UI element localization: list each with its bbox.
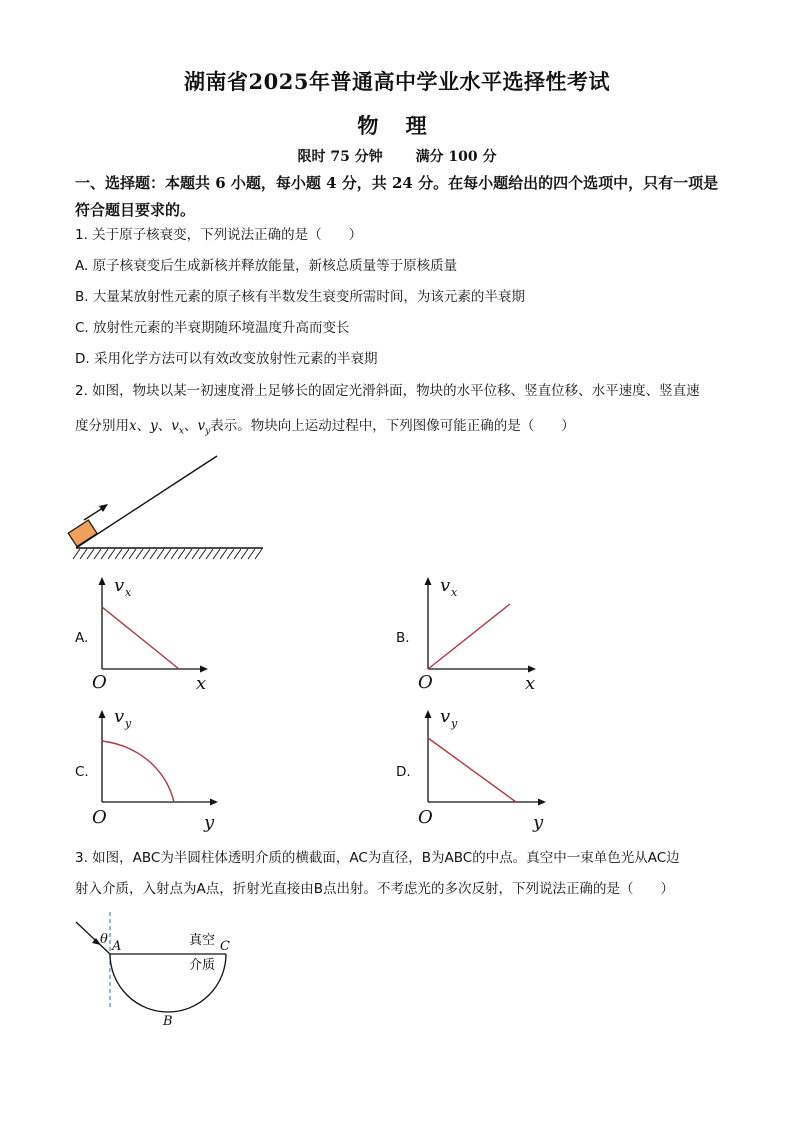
- graph-a-curve: [102, 607, 179, 669]
- graph-a: [92, 575, 217, 695]
- hatch-mark: [171, 549, 178, 559]
- hatch-mark: [234, 549, 241, 559]
- hatch-mark: [241, 549, 248, 559]
- graph-c-origin: O: [92, 807, 107, 828]
- q1-option-d: D. 采用化学方法可以有效改变放射性元素的半衰期: [75, 351, 378, 367]
- hatch-mark: [255, 549, 262, 559]
- block: [68, 520, 97, 547]
- semicircle-figure: [68, 910, 248, 1030]
- hatch-mark: [178, 549, 185, 559]
- hatch-mark: [87, 549, 94, 559]
- hatch-mark: [227, 549, 234, 559]
- graph-c-curve: [102, 741, 174, 802]
- graph-b: [418, 575, 543, 695]
- hatch-mark: [122, 549, 129, 559]
- var-y: y: [150, 418, 158, 434]
- graph-c-xlabel: y: [204, 812, 215, 833]
- q3-stem-line1: 3. 如图，ABC为半圆柱体透明介质的横截面，AC为直径，B为ABC的中点。真空中一束单色光从AC边: [75, 850, 680, 866]
- var-x: x: [129, 418, 137, 434]
- hatch-mark: [73, 549, 80, 559]
- exam-title: 湖南省2025年普通高中学业水平选择性考试: [184, 69, 610, 94]
- hatch-mark: [94, 549, 101, 559]
- hatch-mark: [136, 549, 143, 559]
- hatch-mark: [129, 549, 136, 559]
- option-d-label: D.: [396, 764, 411, 780]
- hatch-mark: [206, 549, 213, 559]
- label-B: B: [163, 1014, 173, 1029]
- graph-b-origin: O: [418, 672, 433, 693]
- q1-option-c: C. 放射性元素的半衰期随环境温度升高而变长: [75, 320, 350, 336]
- graph-b-xlabel: x: [525, 673, 536, 694]
- subject-title: 物 理: [357, 113, 437, 138]
- graph-d-ylabel: v: [440, 706, 451, 727]
- motion-arrow-head: [99, 504, 108, 512]
- label-medium: 介质: [189, 958, 216, 973]
- q2-stem-line1: 2. 如图，物块以某一初速度滑上足够长的固定光滑斜面，物块的水平位移、竖直位移、水平速度、竖直速: [75, 383, 700, 399]
- svg-text:x: x: [125, 586, 132, 599]
- option-c-label: C.: [75, 764, 89, 780]
- incline-line: [76, 456, 217, 548]
- hatch-mark: [199, 549, 206, 559]
- q1-option-a: A. 原子核衰变后生成新核并释放能量，新核总质量等于原核质量: [75, 258, 458, 274]
- section-heading: 一、选择题：本题共 6 小题，每小题 4 分，共 24 分。在每小题给出的四个选项中，只有一项是符合题目要求的。: [75, 174, 719, 219]
- q3-stem-line2: 射入介质，入射点为A点，折射光直接由B点出射。不考虑光的多次反射，下列说法正确的是（ ）: [75, 881, 674, 897]
- graph-c: [92, 708, 222, 833]
- graph-d-curve: [428, 738, 516, 802]
- hatch-mark: [213, 549, 220, 559]
- incline-figure: [70, 450, 270, 570]
- hatch-mark: [115, 549, 122, 559]
- label-theta: θ: [100, 932, 108, 947]
- var-vx: $v_x$: [171, 418, 184, 437]
- var-vy: $v_y$: [197, 418, 211, 437]
- q2-stem-line2: 度分别用x、y、$v_x$、$v_y$表示。物块向上运动过程中，下列图像可能正确的是（ ）: [75, 418, 575, 437]
- graph-d-origin: O: [418, 807, 433, 828]
- label-C: C: [220, 939, 230, 954]
- ground-hatch: [73, 549, 262, 559]
- hatch-mark: [192, 549, 199, 559]
- exam-meta: [0, 146, 794, 166]
- q1-option-b: B. 大量某放射性元素的原子核有半数发生衰变所需时间，为该元素的半衰期: [75, 289, 525, 305]
- graph-b-ylabel: v: [440, 575, 451, 596]
- graph-b-curve: [428, 604, 510, 669]
- hatch-mark: [150, 549, 157, 559]
- label-A: A: [112, 939, 122, 954]
- graph-a-xlabel: x: [196, 673, 207, 694]
- graph-d-xlabel: y: [533, 812, 544, 833]
- hatch-mark: [157, 549, 164, 559]
- option-b-label: B.: [396, 630, 410, 646]
- q2-stem-line2-b: 表示。物块向上运动过程中，下列图像可能正确的是（ ）: [210, 418, 575, 434]
- hatch-mark: [80, 549, 87, 559]
- hatch-mark: [143, 549, 150, 559]
- q1-stem: 1. 关于原子核衰变，下列说法正确的是（ ）: [75, 227, 363, 243]
- graph-c-ylabel: v: [114, 706, 125, 727]
- time-limit: 限时 75 分钟: [297, 149, 383, 165]
- full-score: 满分 100 分: [415, 149, 497, 165]
- q2-stem-line2-a: 度分别用: [75, 418, 129, 434]
- hatch-mark: [101, 549, 108, 559]
- graph-d: [418, 708, 553, 833]
- graph-a-origin: O: [92, 672, 107, 693]
- hatch-mark: [164, 549, 171, 559]
- hatch-mark: [185, 549, 192, 559]
- hatch-mark: [220, 549, 227, 559]
- hatch-mark: [108, 549, 115, 559]
- label-vacuum: 真空: [189, 933, 216, 948]
- svg-text:x: x: [451, 586, 458, 599]
- hatch-mark: [248, 549, 255, 559]
- svg-text:y: y: [125, 717, 132, 730]
- option-a-label: A.: [75, 630, 89, 646]
- graph-a-ylabel: v: [114, 575, 125, 596]
- svg-text:y: y: [451, 717, 458, 730]
